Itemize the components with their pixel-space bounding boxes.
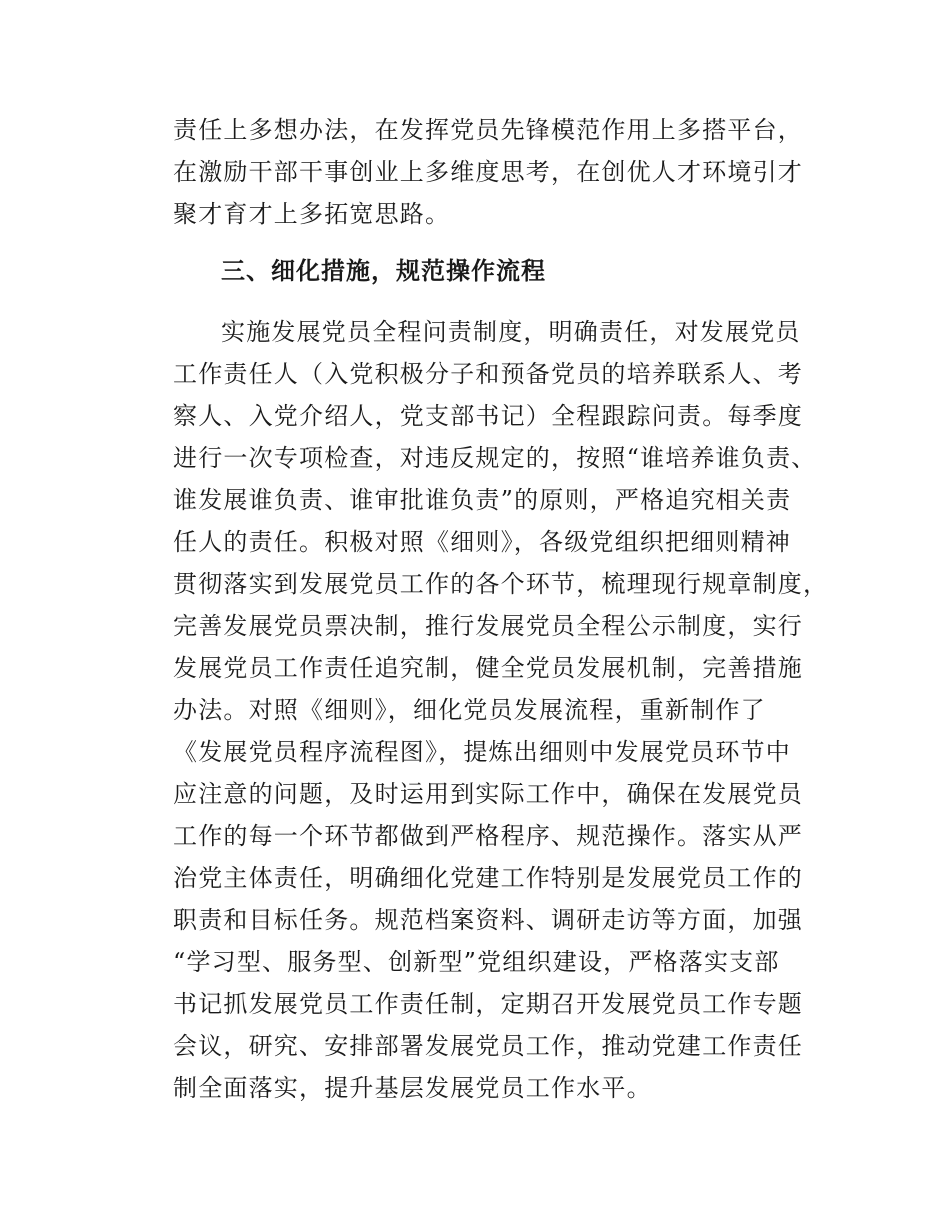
paragraph-line: 办法。对照《细则》，细化党员发展流程，重新制作了 <box>173 696 766 724</box>
paragraph-line: 工作责任人（入党积极分子和预备党员的培养联系人、考 <box>173 360 803 388</box>
paragraph-line: 谁发展谁负责、谁审批谁负责”的原则，严格追究相关责 <box>173 486 792 514</box>
paragraph-line: 制全面落实，提升基层发展党员工作水平。 <box>173 1074 652 1102</box>
paragraph-line: 《发展党员程序流程图》，提炼出细则中发展党员环节中 <box>173 738 791 766</box>
paragraph-line: 进行一次专项检查，对违反规定的，按照“谁培养谁负责、 <box>173 444 817 472</box>
paragraph-line: 任人的责任。积极对照《细则》，各级党组织把细则精神 <box>173 528 791 556</box>
paragraph-line: 聚才育才上多拓宽思路。 <box>173 200 451 228</box>
paragraph-line: 职责和目标任务。规范档案资料、调研走访等方面，加强 <box>173 906 803 934</box>
paragraph-line: 责任上多想办法，在发挥党员先锋模范作用上多搭平台， <box>173 116 803 144</box>
paragraph-line: 察人、入党介绍人，党支部书记）全程跟踪问责。每季度 <box>173 402 803 430</box>
section-heading: 三、细化措施，规范操作流程 <box>221 257 546 285</box>
paragraph-line: 贯彻落实到发展党员工作的各个环节，梳理现行规章制度， <box>173 570 829 598</box>
paragraph-line: 在激励干部干事创业上多维度思考，在创优人才环境引才 <box>173 158 803 186</box>
paragraph-line: 完善发展党员票决制，推行发展党员全程公示制度，实行 <box>173 612 803 640</box>
paragraph-line: 书记抓发展党员工作责任制，定期召开发展党员工作专题 <box>173 990 803 1018</box>
paragraph-line: 治党主体责任，明确细化党建工作特别是发展党员工作的 <box>173 864 803 892</box>
paragraph-line: 工作的每一个环节都做到严格程序、规范操作。落实从严 <box>173 822 803 850</box>
paragraph-line: 实施发展党员全程问责制度，明确责任，对发展党员 <box>221 318 801 346</box>
paragraph-line: 会议，研究、安排部署发展党员工作，推动党建工作责任 <box>173 1032 803 1060</box>
paragraph-line: “学习型、服务型、创新型”党组织建设，严格落实支部 <box>173 948 780 976</box>
paragraph-line: 发展党员工作责任追究制，健全党员发展机制，完善措施 <box>173 654 803 682</box>
paragraph-line: 应注意的问题，及时运用到实际工作中，确保在发展党员 <box>173 780 803 808</box>
